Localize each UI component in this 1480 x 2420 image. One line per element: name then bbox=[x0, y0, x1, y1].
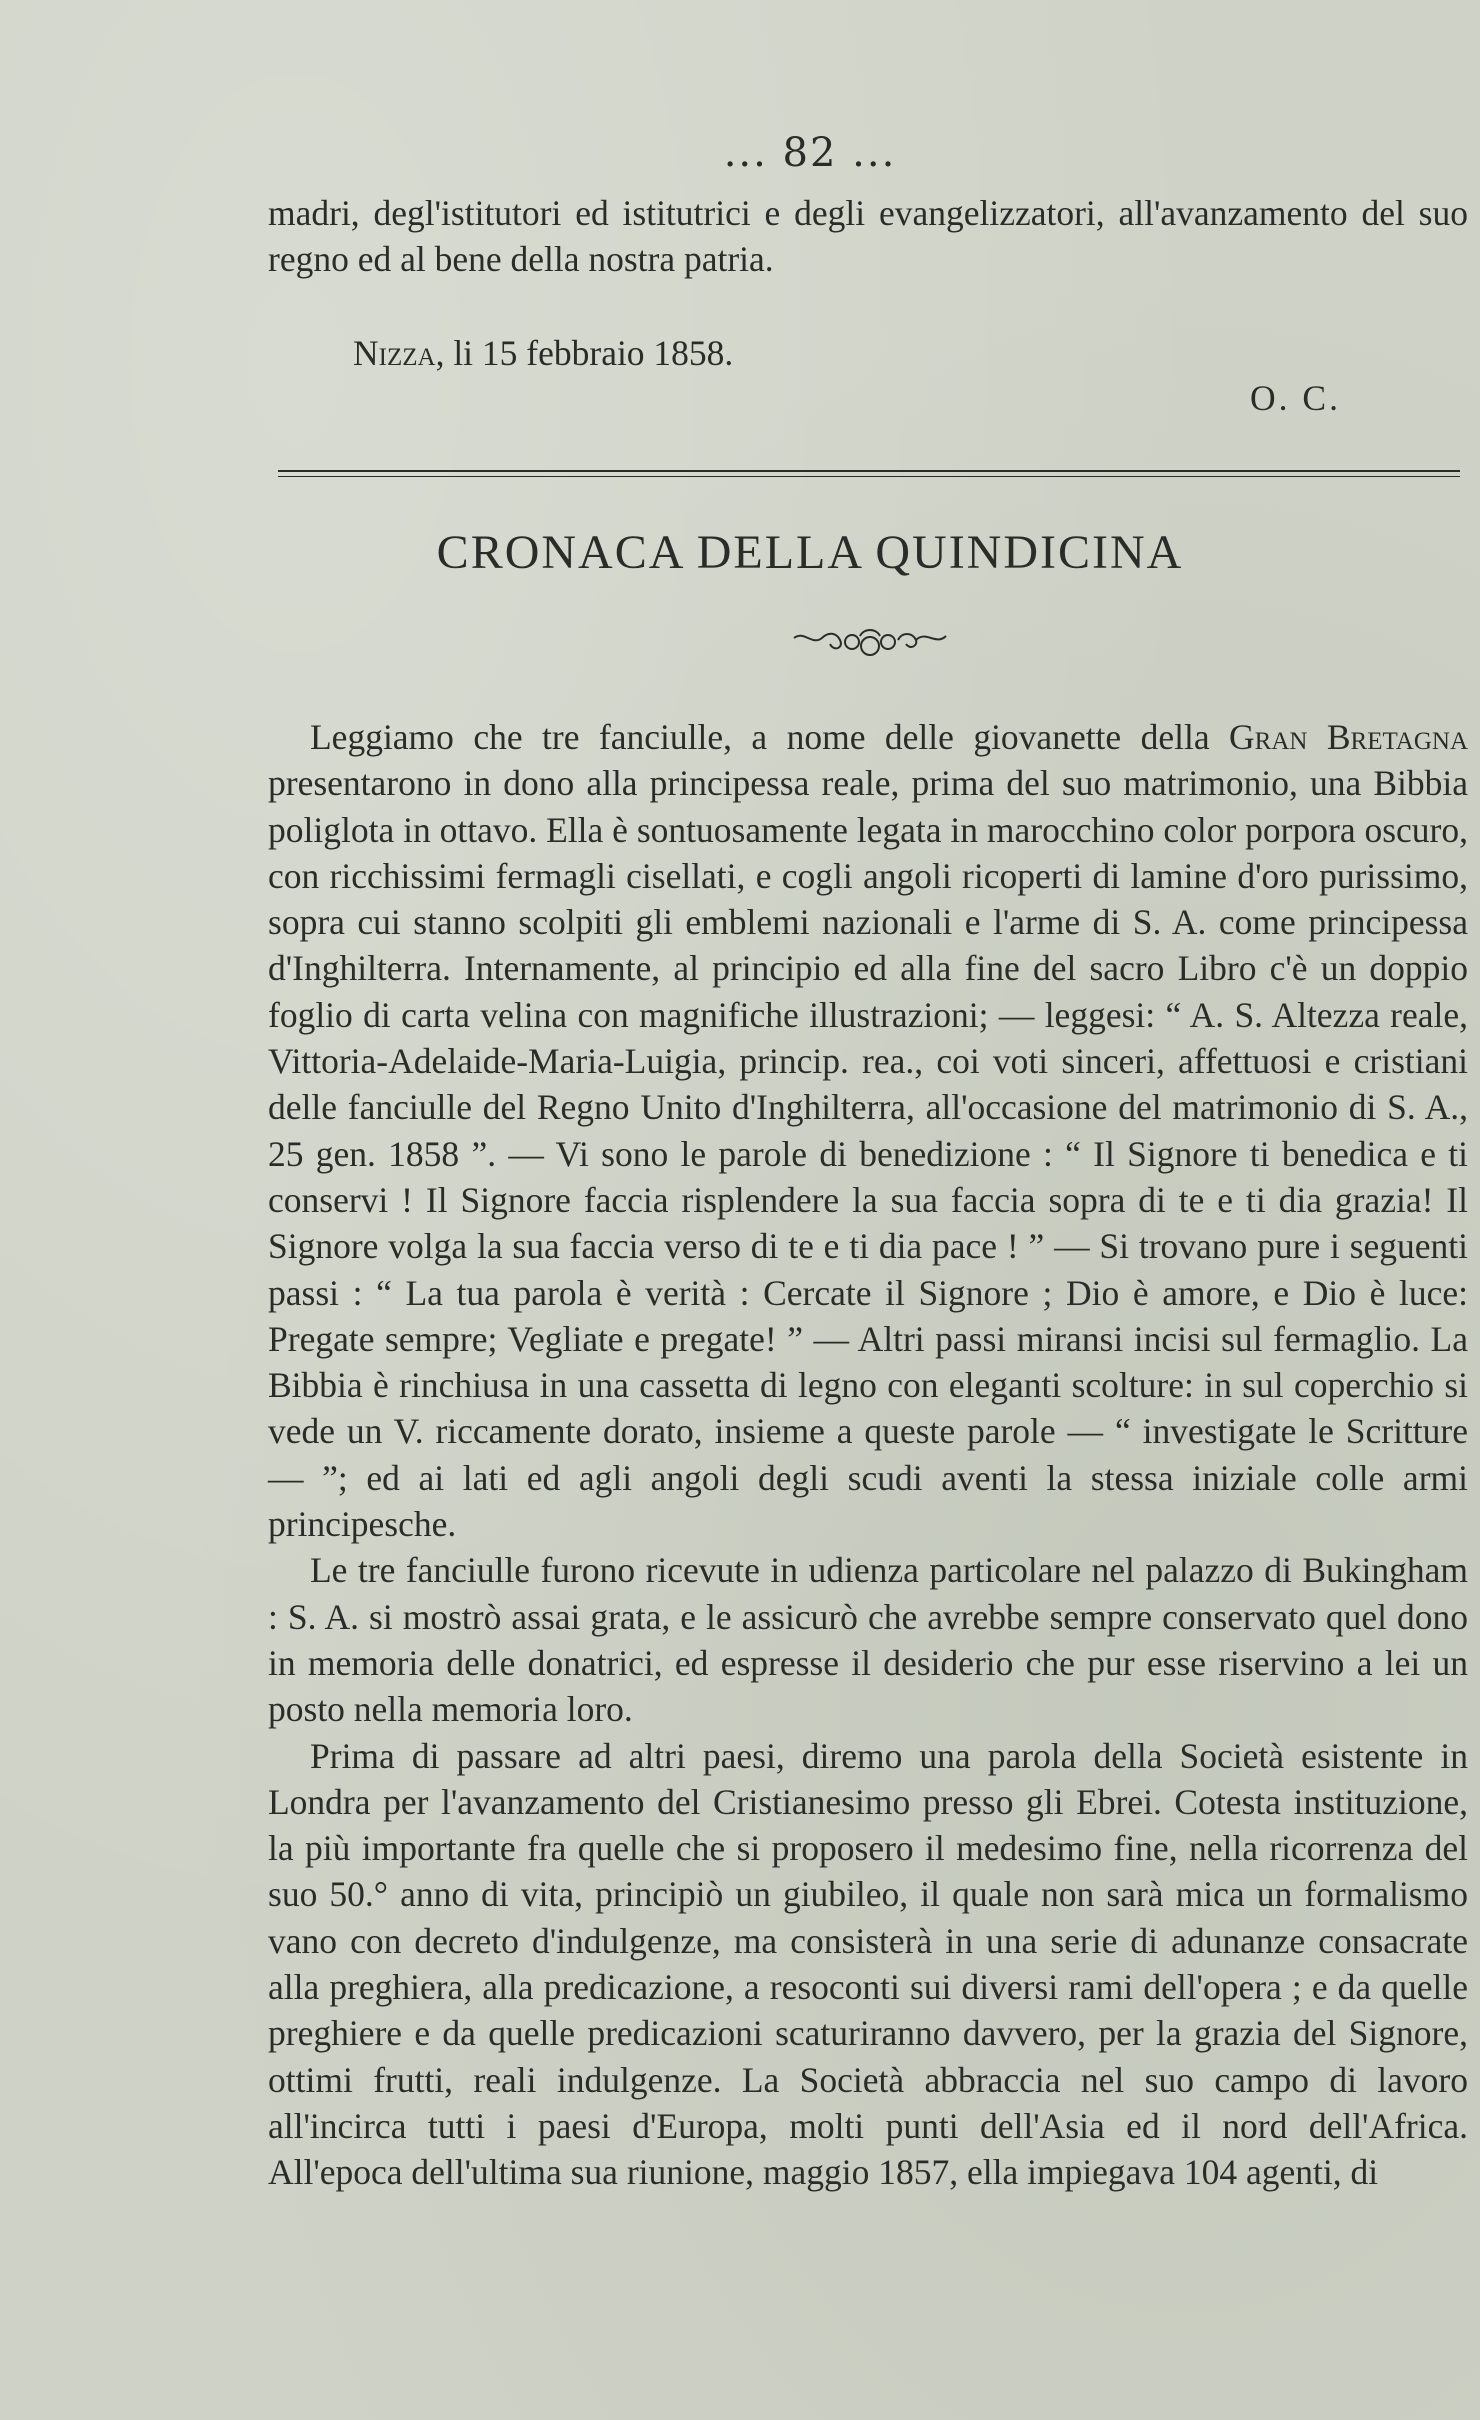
dateline bbox=[353, 330, 733, 376]
article-paragraph-1 bbox=[268, 714, 1468, 1547]
intro-paragraph bbox=[268, 190, 1468, 283]
paragraph-1-start: Leggiamo che tre fanciulle, a nome delle giovanette della bbox=[310, 717, 1230, 757]
floral-ornament-icon bbox=[790, 624, 950, 664]
page-number: ... 82 ... bbox=[723, 130, 897, 176]
dateline-date: , li 15 febbraio 1858. bbox=[435, 333, 734, 373]
article-body bbox=[268, 714, 1468, 2196]
paragraph-1-rest: presentarono in dono alla principessa reale, prima del suo matrimonio, una Bibbia poliglota in ottavo. Ella è sontuosamente legata in marocchino color porpora oscuro, con ricchissimi fermagli cisellati, e cogli angoli ricoperti di lamine d'oro purissimo, sopra cui stanno scolpiti gli emblemi nazionali e l'arme di S. A. come principessa d'Inghilterra. Internamente, al principio ed alla fine del sacro Libro c'è un doppio foglio di carta velina con magnifiche illustrazioni; — leggesi: “ A. S. Altezza reale, Vittoria-Adelaide-Maria-Luigia, princip. rea., coi voti sinceri, affettuosi e cristiani delle fanciulle del Regno Unito d'Inghilterra, all'occasione del matrimonio di S. A., 25 gen. 1858 ”. — Vi sono le parole di benedizione : “ Il Signore ti benedica e ti conservi ! Il Signore faccia risplendere la sua faccia sopra di te e ti dia grazia! Il Signore volga la sua faccia verso di te e ti dia pace ! ” — Si trovano pure i seguenti passi : “ La tua parola è verità : Cercate il Signore ; Dio è amore, e Dio è luce: Pregate sempre; Vegliate e pregate! ” — Altri passi miransi incisi sul fermaglio. La Bibbia è rinchiusa in una cassetta di legno con eleganti scolture: in sul coperchio si vede un V. riccamente dorato, insieme a queste parole — “ investigate le Scritture — ”; ed ai lati ed agli angoli degli scudi aventi la stessa iniziale colle armi principesche. bbox=[268, 763, 1468, 1545]
section-divider bbox=[278, 470, 1460, 477]
gran-bretagna-smallcaps: Gran Bretagna bbox=[1229, 717, 1468, 757]
article-paragraph-3: Prima di passare ad altri paesi, diremo una parola della Società esistente in Londra per l'avanzamento del Cristianesimo presso gli Ebrei. Cotesta instituzione, la più importante fra quelle che si proposero il medesimo fine, nella ricorrenza del suo 50.° anno di vita, principiò un giubileo, il quale non sarà mica un formalismo vano con decreto d'indulgenze, ma consisterà in una serie di adunanze consacrate alla preghiera, alla predicazione, a resoconti sui diversi rami dell'opera ; e da quelle preghiere e da quelle predicazioni scaturiranno davvero, per la grazia del Signore, ottimi frutti, reali indulgenze. La Società abbraccia nel suo campo di lavoro all'incirca tutti i paesi d'Europa, molti punti dell'Asia ed il nord dell'Africa. All'epoca dell'ultima sua riunione, maggio 1857, ella impiegava 104 agenti, di bbox=[268, 1735, 1468, 2193]
dateline-place: Nizza bbox=[353, 333, 436, 373]
article-paragraph-2: Le tre fanciulle furono ricevute in udienza particolare nel palazzo di Bukingham : S. A. si mostrò assai grata, e le assicurò che avrebbe sempre conservato quel dono in memoria delle donatrici, ed espresse il desiderio che pur esse riservino a lei un posto nella memoria loro. bbox=[268, 1550, 1468, 1730]
section-title: CRONACA DELLA QUINDICINA bbox=[436, 526, 1184, 579]
signature: O. C. bbox=[1250, 378, 1341, 418]
intro-text: madri, degl'istitutori ed istitutrici e degli evangelizzatori, all'avanzamento del suo regno ed al bene della nostra patria. bbox=[268, 193, 1468, 280]
